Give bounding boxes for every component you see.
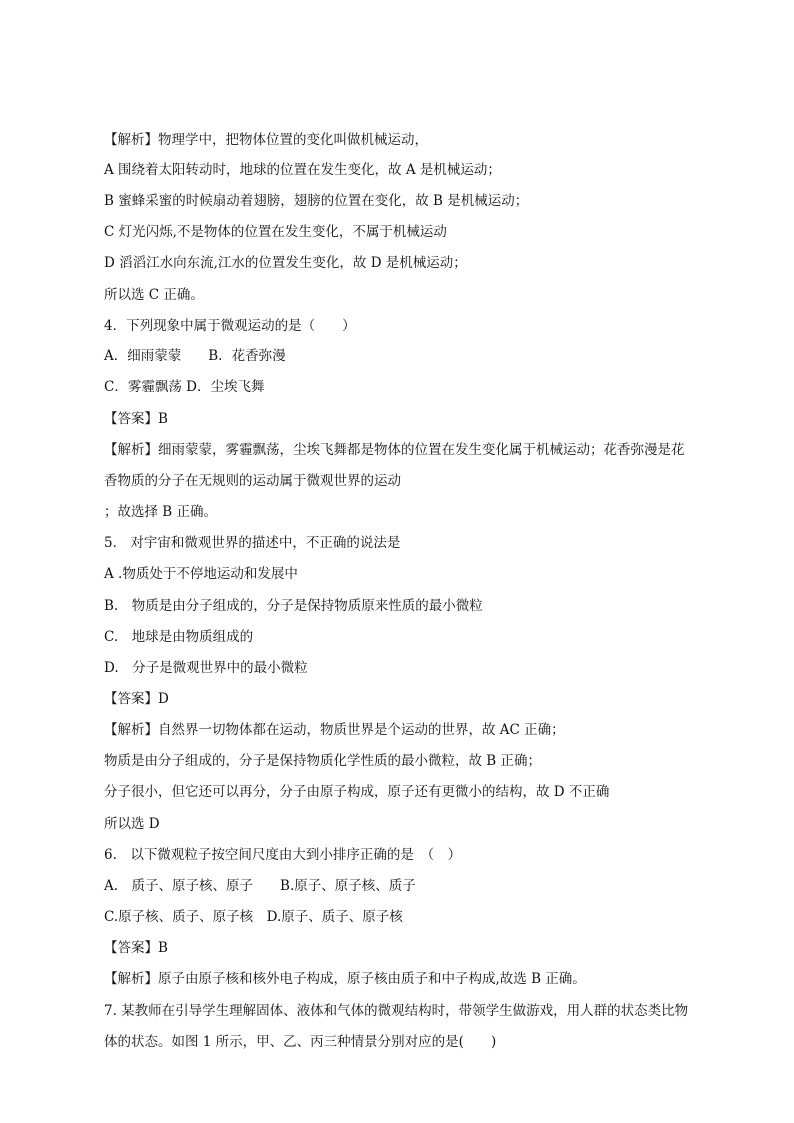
analysis-line-1: 【解析】物理学中，把物体位置的变化叫做机械运动， (104, 132, 428, 148)
analysis-conclusion: 所以选 C 正确。 (104, 287, 204, 303)
question-5-answer: 【答案】D (104, 691, 169, 707)
question-6-options-ab: A. 质子、原子核、原子 B.原子、原子核、质子 (104, 878, 416, 894)
question-4-stem: 4．下列现象中属于微观运动的是（ ） (104, 318, 356, 334)
analysis-option-d: D 滔滔江水向东流,江水的位置发生变化，故 D 是机械运动； (104, 255, 467, 271)
question-6-answer: 【答案】B (104, 940, 168, 956)
question-5-conclusion: 所以选 D (104, 816, 160, 832)
question-4-answer: 【答案】B (104, 411, 168, 427)
question-5-analysis-2: 物质是由分子组成的，分子是保持物质化学性质的最小微粒，故 B 正确； (104, 753, 542, 769)
question-5-option-b: B. 物质是由分子组成的，分子是保持物质原来性质的最小微粒 (104, 598, 483, 614)
question-5-stem: 5． 对宇宙和微观世界的描述中，不正确的说法是 (104, 535, 401, 551)
analysis-option-b: B 蜜蜂采蜜的时候扇动着翅膀，翅膀的位置在变化，故 B 是机械运动； (104, 193, 529, 209)
question-4-analysis-1: 【解析】细雨蒙蒙，雾霾飘荡，尘埃飞舞都是物体的位置在发生变化属于机械运动；花香弥漫是花 (104, 442, 685, 458)
question-5-option-a: A .物质处于不停地运动和发展中 (104, 566, 298, 582)
question-4-analysis-3: ；故选择 B 正确。 (104, 504, 218, 520)
question-5-option-d: D. 分子是微观世界中的最小微粒 (104, 660, 308, 676)
question-5-analysis-3: 分子很小，但它还可以再分，分子由原子构成，原子还有更微小的结构，故 D 不正确 (104, 784, 610, 800)
question-6-stem: 6. 以下微观粒子按空间尺度由大到小排序正确的是 （ ） (104, 847, 462, 863)
question-4-options-cd: C．雾霾飘荡 D．尘埃飞舞 (104, 379, 265, 395)
analysis-option-c: C 灯光闪烁,不是物体的位置在发生变化，不属于机械运动 (104, 224, 447, 240)
question-5-option-c: C. 地球是由物质组成的 (104, 629, 254, 645)
question-7-stem-1: 7. 某教师在引导学生理解固体、液体和气体的微观结构时，带领学生做游戏，用人群的状态类比物 (104, 1003, 689, 1019)
question-6-options-cd: C.原子核、质子、原子核 D.原子、质子、原子核 (104, 909, 403, 925)
question-5-analysis-1: 【解析】自然界一切物体都在运动，物质世界是个运动的世界，故 AC 正确； (104, 722, 565, 738)
question-6-analysis: 【解析】原子由原子核和核外电子构成，原子核由质子和中子构成,故选 B 正确。 (104, 971, 586, 987)
question-4-options-ab: A．细雨蒙蒙 B．花香弥漫 (104, 348, 286, 364)
analysis-option-a: A 围绕着太阳转动时，地球的位置在发生变化，故 A 是机械运动； (104, 162, 501, 178)
question-4-analysis-2: 香物质的分子在无规则的运动属于微观世界的运动 (104, 473, 401, 489)
question-7-stem-2: 体的状态。如图 1 所示，甲、乙、丙三种情景分别对应的是( ) (104, 1034, 497, 1050)
